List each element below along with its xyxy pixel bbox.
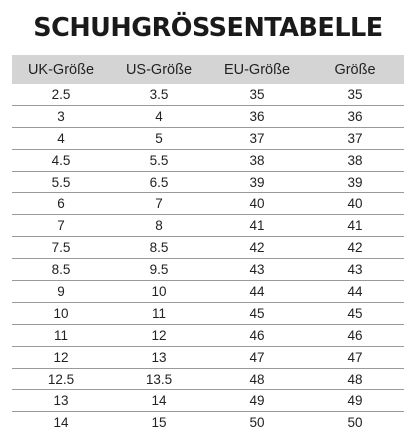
column-header-eu: EU-Größe [208,55,306,84]
table-row [12,259,404,281]
table-row [12,84,404,105]
uk-size-cell: 7 [12,215,110,237]
eu-size-cell: 38 [208,149,306,171]
us-size-cell: 5.5 [110,149,208,171]
uk-size-cell: 6 [12,193,110,215]
size-cell: 40 [306,193,404,215]
table-row [12,105,404,127]
page-title: SCHUHGRÖSSENTABELLE [33,13,383,43]
uk-size-cell: 9 [12,281,110,303]
size-cell: 38 [306,149,404,171]
us-size-cell: 8 [110,215,208,237]
size-cell: 35 [306,84,404,105]
table-row [12,281,404,303]
size-cell: 50 [347,415,363,431]
eu-size-cell: 42 [208,237,306,259]
size-cell: 48 [306,368,404,390]
table-row [12,149,404,171]
us-size-cell: 11 [110,302,208,324]
uk-size-cell: 12 [12,346,110,368]
uk-size-cell: 10 [12,302,110,324]
size-cell: 45 [306,302,404,324]
size-cell: 42 [306,237,404,259]
eu-size-cell: 41 [208,215,306,237]
column-header-us: US-Größe [110,55,208,84]
uk-size-cell: 4 [12,127,110,149]
size-cell: 36 [306,105,404,127]
us-size-cell: 8.5 [110,237,208,259]
table-row [12,127,404,149]
table-row [12,346,404,368]
column-header-uk: UK-Größe [12,55,110,84]
size-cell: 39 [306,171,404,193]
uk-size-cell: 13 [12,390,110,412]
table-row [12,412,404,433]
column-header-size: Größe [306,55,404,84]
eu-size-cell: 47 [208,346,306,368]
table-row [12,390,404,412]
eu-size-cell: 50 [249,415,265,431]
eu-size-cell: 48 [208,368,306,390]
table-row [12,237,404,259]
uk-size-cell: 8.5 [12,259,110,281]
eu-size-cell: 36 [208,105,306,127]
eu-size-cell: 40 [208,193,306,215]
size-cell: 49 [306,390,404,412]
us-size-cell: 14 [110,390,208,412]
us-size-cell: 5 [110,127,208,149]
eu-size-cell: 37 [208,127,306,149]
uk-size-cell: 7.5 [12,237,110,259]
uk-size-cell: 12.5 [12,368,110,390]
eu-size-cell: 44 [208,281,306,303]
us-size-cell: 13.5 [110,368,208,390]
us-size-cell: 15 [151,415,167,431]
uk-size-cell: 2.5 [12,84,110,105]
table-row [12,368,404,390]
eu-size-cell: 45 [208,302,306,324]
table-row [12,302,404,324]
table-row [12,193,404,215]
size-cell: 46 [306,324,404,346]
uk-size-cell: 11 [12,324,110,346]
eu-size-cell: 39 [208,171,306,193]
size-cell: 41 [306,215,404,237]
us-size-cell: 4 [110,105,208,127]
us-size-cell: 6.5 [110,171,208,193]
eu-size-cell: 43 [208,259,306,281]
us-size-cell: 10 [110,281,208,303]
us-size-cell: 12 [110,324,208,346]
us-size-cell: 7 [110,193,208,215]
eu-size-cell: 35 [208,84,306,105]
size-cell: 47 [306,346,404,368]
uk-size-cell: 14 [53,415,69,431]
uk-size-cell: 4.5 [12,149,110,171]
table-body [12,84,404,433]
size-cell: 43 [306,259,404,281]
size-cell: 37 [306,127,404,149]
table-header-row [12,55,404,84]
us-size-cell: 3.5 [110,84,208,105]
uk-size-cell: 5.5 [12,171,110,193]
eu-size-cell: 49 [208,390,306,412]
us-size-cell: 13 [110,346,208,368]
size-chart-table [12,55,404,433]
us-size-cell: 9.5 [110,259,208,281]
uk-size-cell: 3 [12,105,110,127]
table-row [12,324,404,346]
size-cell: 44 [306,281,404,303]
eu-size-cell: 46 [208,324,306,346]
table-row [12,215,404,237]
table-row [12,171,404,193]
